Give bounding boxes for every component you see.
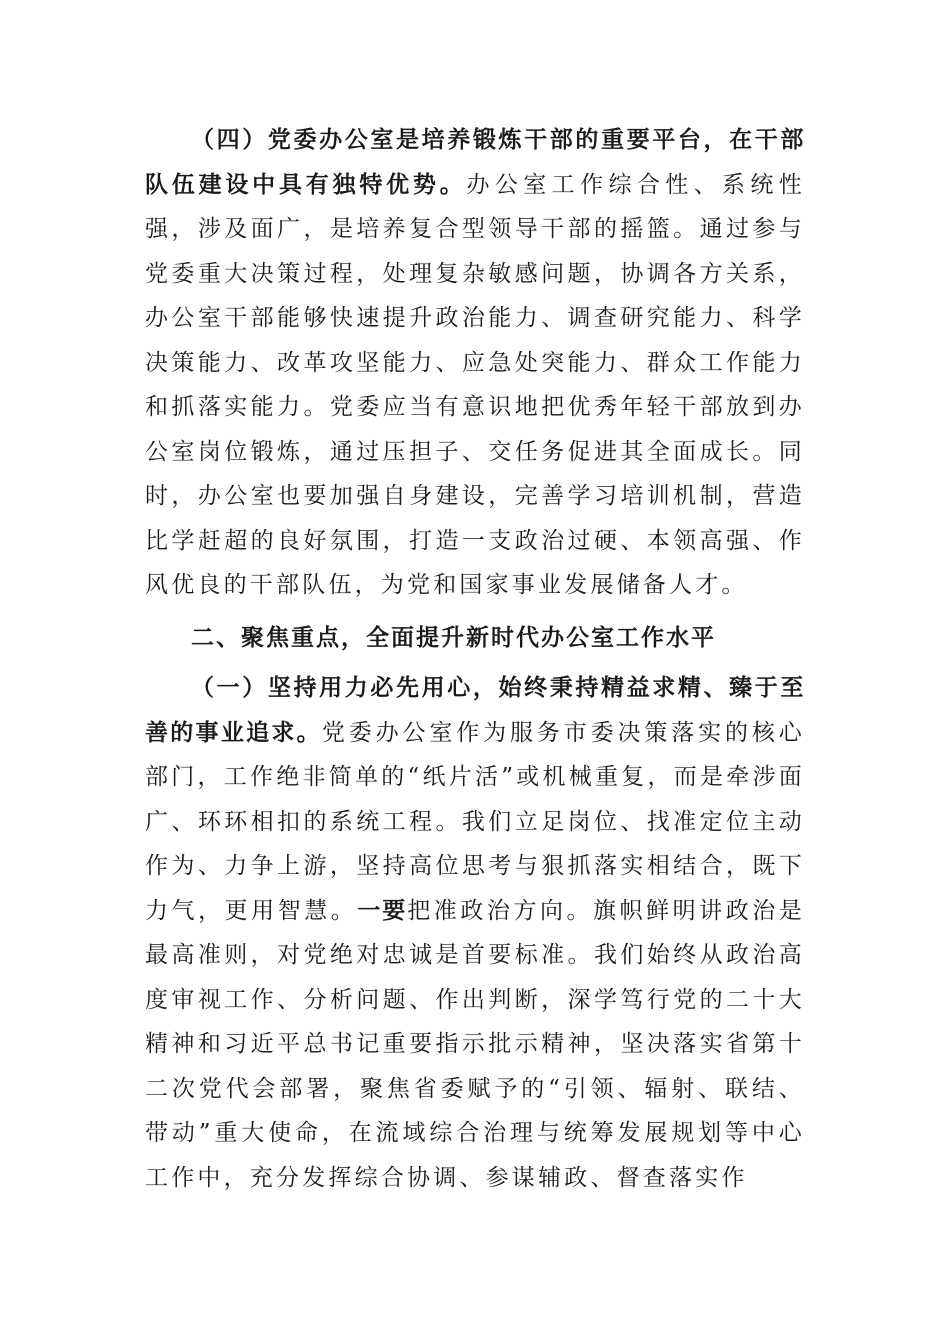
paragraph-cadre-platform xyxy=(145,118,805,608)
paragraph-text: 把准政治方向。旗帜鲜明讲政治是最高准则，对党绝对忠诚是首要标准。我们始终从政治高度审视工作、分析问题、作出判断，深学笃行党的二十大精神和习近平总书记重要指示批示精神，坚决落实省第十二次党代会部署，聚焦省委赋予的“引领、辐射、联结、带动”重大使命，在流域综合治理与统筹发展规划等中心工作中，充分发挥综合协调、参谋辅政、督查落实作 xyxy=(145,897,806,1191)
paragraph-text: 党委办公室作为服务市委决策落实的核心部门，工作绝非简单的“纸片活”或机械重复，而是牵涉面广、环环相扣的系统工程。我们立足岗位、找准定位主动作为、力争上游，坚持高位思考与狠抓落实相结合，既下力气，更用智慧。 xyxy=(145,719,805,924)
paragraph-dedication xyxy=(145,666,805,1200)
document-body xyxy=(145,118,805,1200)
paragraph-text: 办公室工作综合性、系统性强，涉及面广，是培养复合型领导干部的摇篮。通过参与党委重大决策过程，处理复杂敏感问题，协调各方关系，办公室干部能够快速提升政治能力、调查研究能力、科学决策能力、改革攻坚能力、应急处突能力、群众工作能力和抓落实能力。党委应当有意识地把优秀年轻干部放到办公室岗位锻炼，通过压担子、交任务促进其全面成长。同时，办公室也要加强自身建设，完善学习培训机制，营造比学赶超的良好氛围，打造一支政治过硬、本领高强、作风优良的干部队伍，为党和国家事业发展储备人才。 xyxy=(145,171,805,598)
enumeration-marker: 一要 xyxy=(357,897,408,924)
paragraph-lead: （一）坚持用力必先用心，始终秉持精益求精、臻于至善的事业追求。 xyxy=(145,675,805,746)
paragraph-lead: （四）党委办公室是培养锻炼干部的重要平台，在干部队伍建设中具有独特优势。 xyxy=(145,127,805,198)
section-heading: 二、聚焦重点，全面提升新时代办公室工作水平 xyxy=(191,624,716,651)
